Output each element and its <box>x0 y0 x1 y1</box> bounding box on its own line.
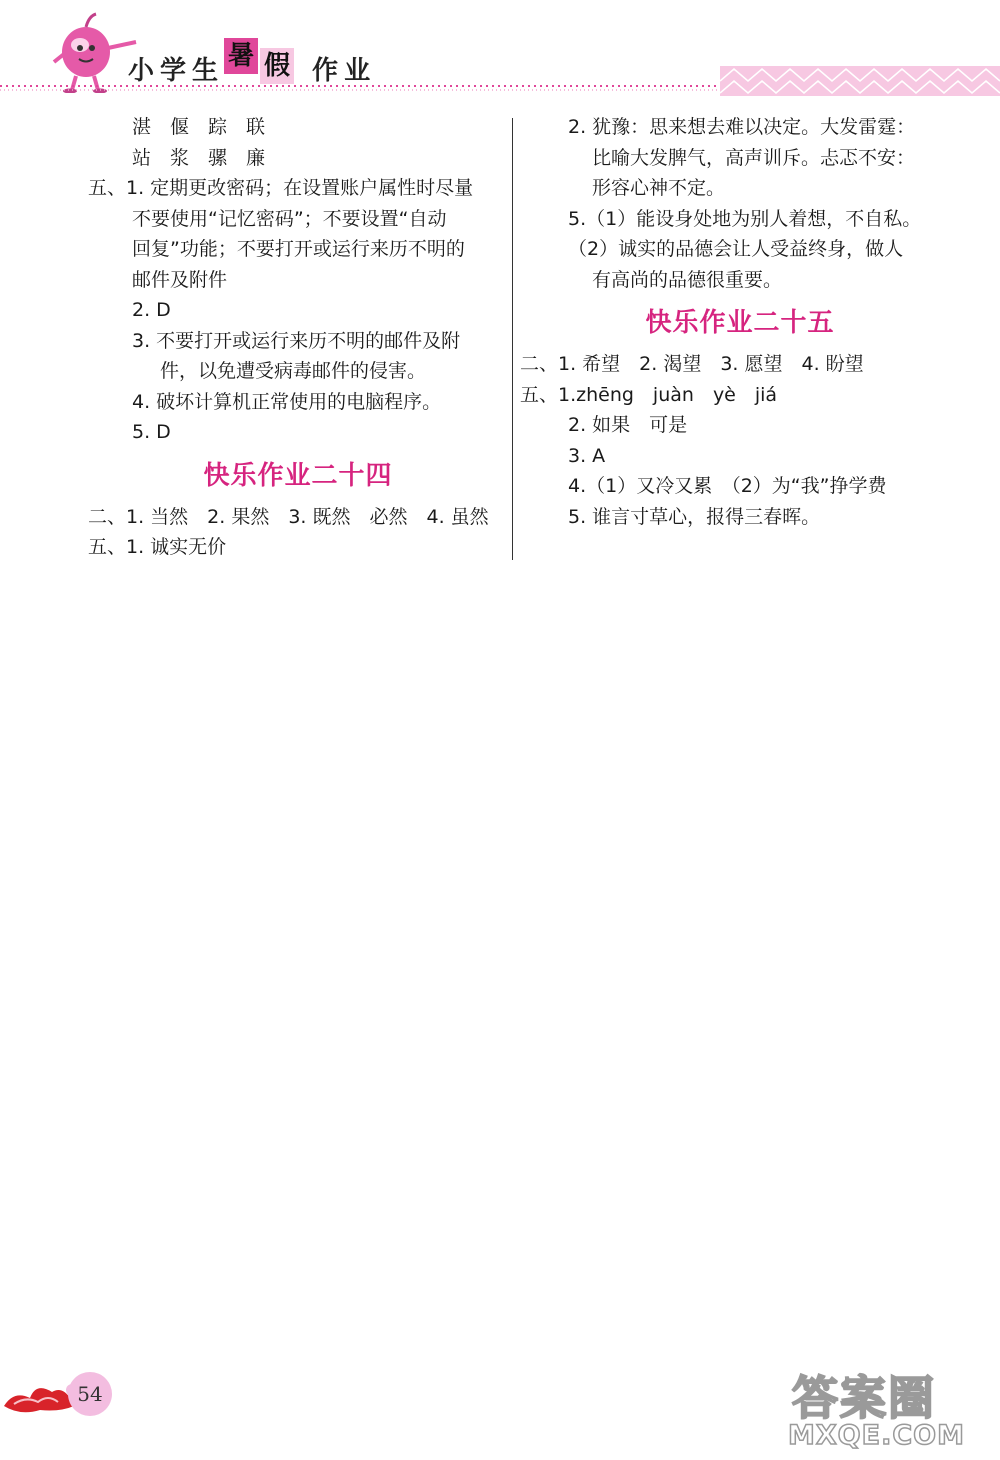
answer-line: 邮件及附件 <box>132 268 228 291</box>
answer-line: 二、1. 希望 2. 渴望 3. 愿望 4. 盼望 <box>520 353 864 375</box>
answer-line: 有高尚的品德很重要。 <box>592 268 783 291</box>
watermark <box>788 1362 998 1456</box>
answer-line: 2. 犹豫：思来想去难以决定。大发雷霆： <box>568 116 916 138</box>
answer-line: 4. 破坏计算机正常使用的电脑程序。 <box>132 390 442 413</box>
answer-line: 2. 如果 可是 <box>568 414 688 436</box>
answer-line: 回复”功能；不要打开或运行来历不明的 <box>132 238 465 260</box>
page-number: 54 <box>68 1372 112 1416</box>
answer-line: 五、1. 定期更改密码；在设置账户属性时尽量 <box>88 177 474 199</box>
answer-line: 站 浆 骡 廉 <box>132 146 266 169</box>
title-char: 学 <box>160 56 187 86</box>
answer-line: 不要使用“记忆密码”；不要设置“自动 <box>132 207 447 230</box>
section-title: 快乐作业二十四 <box>203 460 393 491</box>
answer-line: 3. 不要打开或运行来历不明的邮件及附 <box>132 329 461 352</box>
title-char-highlight: 假 <box>260 48 294 84</box>
title-char: 小 <box>128 56 155 86</box>
answer-line: 二、1. 当然 2. 果然 3. 既然 必然 4. 虽然 <box>88 505 489 528</box>
title-char-highlight: 暑 <box>224 38 258 74</box>
answer-line: 湛 偃 踪 联 <box>132 116 266 138</box>
answer-line: 3. A <box>568 444 606 467</box>
watermark-url: MXQE.COM <box>788 1420 965 1451</box>
answer-line: 4.（1）又冷又累 （2）为“我”挣学费 <box>568 475 887 497</box>
section-title: 快乐作业二十五 <box>645 308 835 338</box>
answer-line: 5. 谁言寸草心，报得三春晖。 <box>568 505 821 528</box>
answer-line: （2）诚实的品德会让人受益终身，做人 <box>568 238 904 260</box>
header-pattern-band <box>720 66 1000 96</box>
answer-line: 2. D <box>132 299 171 321</box>
answer-line: 五、1.zhēng juàn yè jiá <box>520 383 778 406</box>
answer-line: 5.（1）能设身处地为别人着想，不自私。 <box>568 207 922 230</box>
watermark-logo-text: 答案圈 <box>792 1371 936 1425</box>
book-title <box>128 41 376 86</box>
right-answer-column <box>520 112 960 532</box>
title-char: 生 <box>192 56 219 86</box>
page-header <box>0 0 1000 100</box>
answer-line: 比喻大发脾气，高声训斥。忐忑不安： <box>592 146 916 169</box>
answer-line: 件，以免遭受病毒邮件的侵害。 <box>160 360 427 382</box>
title-char: 业 <box>344 56 371 86</box>
title-char: 作 <box>312 56 339 86</box>
answer-line: 五、1. 诚实无价 <box>88 536 227 558</box>
answer-line: 5. D <box>132 421 171 443</box>
column-divider <box>512 118 513 560</box>
answer-line: 形容心神不定。 <box>592 177 726 199</box>
left-answer-column <box>88 112 508 563</box>
